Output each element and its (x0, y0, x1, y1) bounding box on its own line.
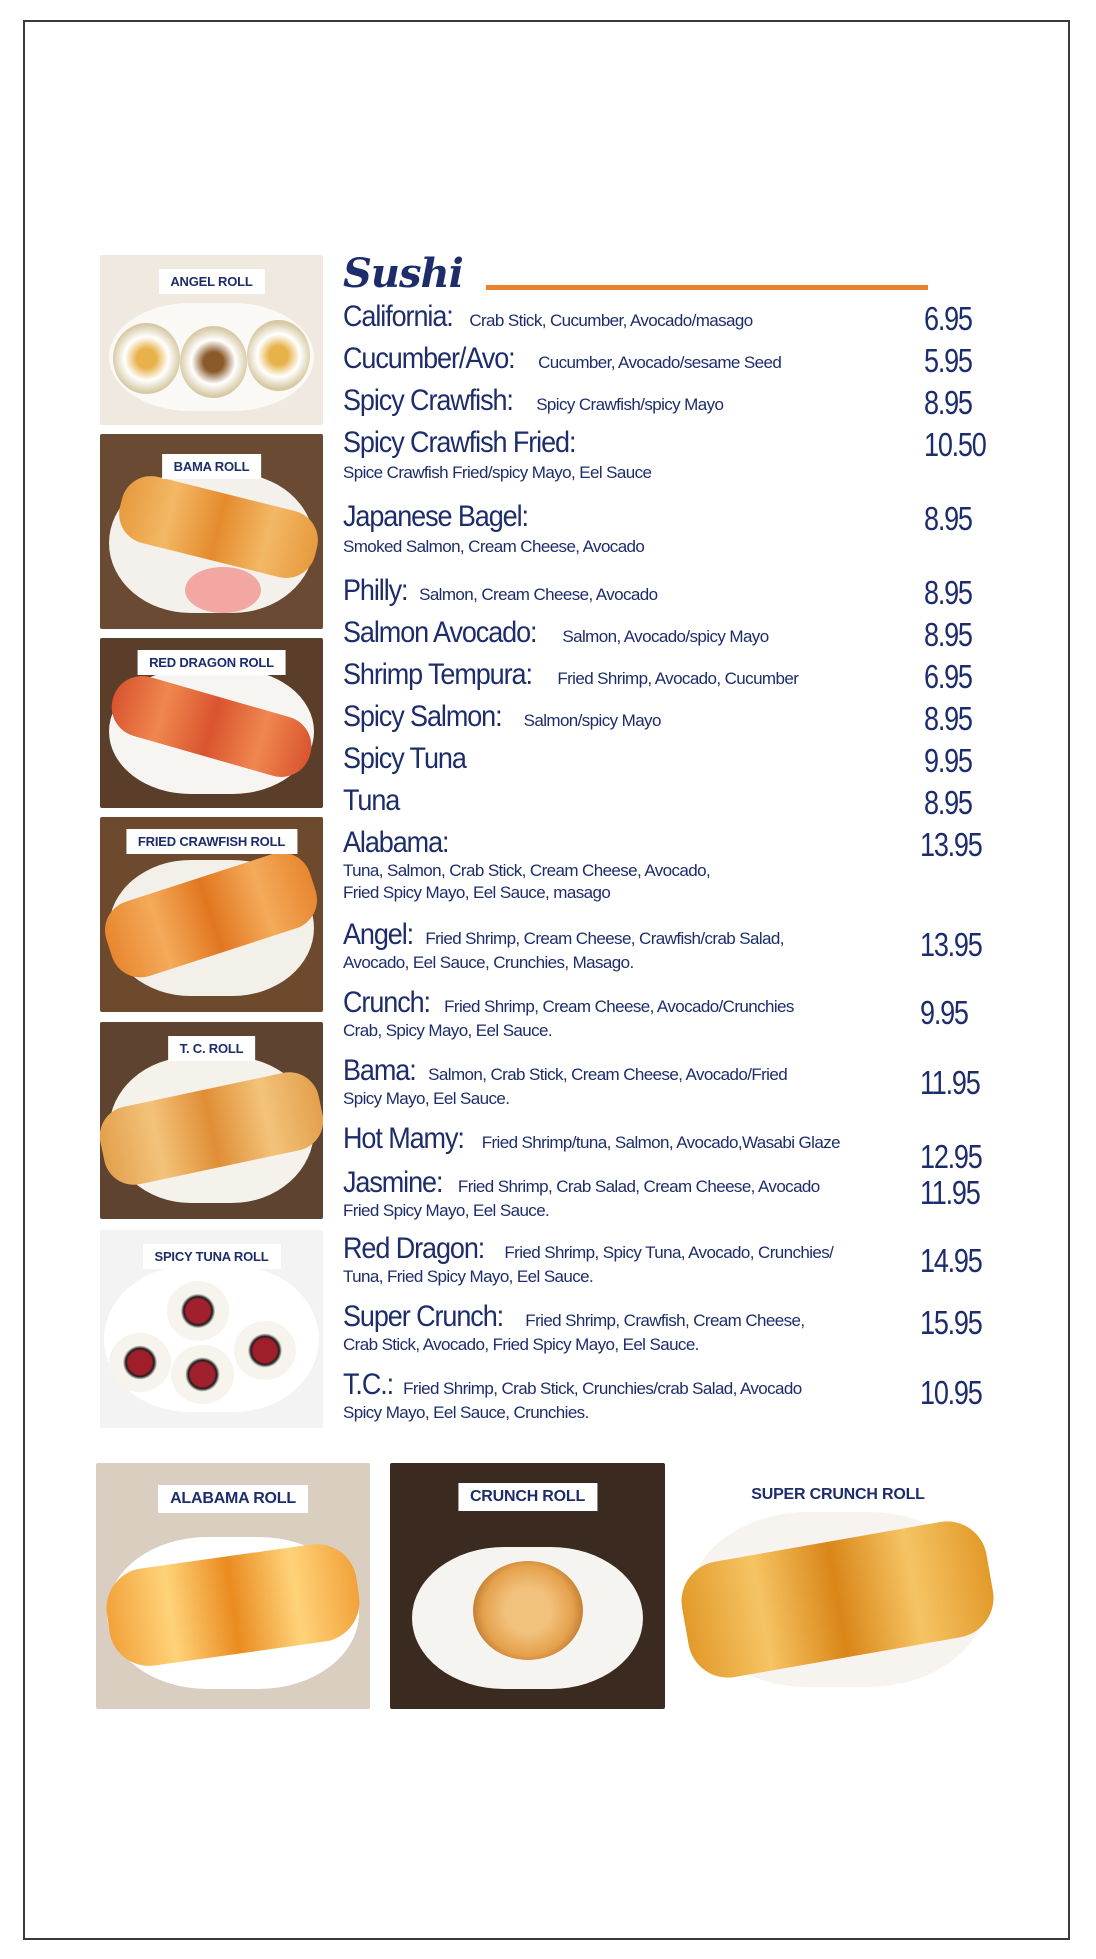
item-name: Shrimp Tempura: (343, 658, 532, 691)
item-name: Philly: (343, 574, 408, 607)
item-price: 8.95 (924, 500, 972, 537)
item-price: 8.95 (924, 384, 972, 421)
photo-red-dragon-roll (100, 638, 323, 808)
item-desc: Spicy Mayo, Eel Sauce, Crunchies. (343, 1403, 589, 1422)
photo-spicy-tuna-roll (100, 1230, 323, 1428)
item-name: Red Dragon: (343, 1232, 485, 1265)
item-desc: Fried Shrimp, Avocado, Cucumber (557, 669, 799, 688)
item-desc: Salmon/spicy Mayo (523, 711, 661, 730)
item-price: 9.95 (920, 994, 968, 1031)
item-price: 5.95 (924, 342, 972, 379)
photo-caption: FRIED CRAWFISH ROLL (126, 829, 297, 854)
item-desc: Spice Crawfish Fried/spicy Mayo, Eel Sauce (343, 463, 652, 482)
menu-item (343, 986, 983, 1042)
title-underline (486, 285, 928, 290)
photo-caption: BAMA ROLL (162, 454, 262, 479)
item-desc: Fried Shrimp/tuna, Salmon, Avocado,Wasabi Glaze (481, 1133, 840, 1152)
item-desc: Tuna, Salmon, Crab Stick, Cream Cheese, Avocado, (343, 861, 711, 880)
photo-caption: RED DRAGON ROLL (137, 650, 286, 675)
menu-item (343, 1368, 983, 1424)
item-desc: Fried Shrimp, Crawfish, Cream Cheese, (525, 1311, 805, 1330)
menu-item (343, 1300, 983, 1356)
menu-item (343, 1122, 983, 1156)
item-desc: Fried Shrimp, Cream Cheese, Avocado/Crunchies (444, 997, 794, 1016)
item-name: Super Crunch: (343, 1300, 504, 1333)
photo-crunch-roll (390, 1463, 665, 1709)
item-name: Spicy Crawfish Fried: (343, 426, 576, 459)
item-desc: Crab Stick, Avocado, Fried Spicy Mayo, Eel Sauce. (343, 1335, 699, 1354)
item-name: Spicy Crawfish: (343, 384, 513, 417)
item-name: Tuna (343, 784, 400, 817)
section-title: Sushi (343, 250, 463, 297)
item-price: 8.95 (924, 784, 972, 821)
item-desc: Fried Shrimp, Spicy Tuna, Avocado, Crunchies/ (504, 1243, 834, 1262)
item-desc: Avocado, Eel Sauce, Crunchies, Masago. (343, 953, 634, 972)
photo-angel-roll (100, 255, 323, 425)
menu-item (343, 500, 983, 558)
menu-item (343, 1232, 983, 1288)
item-price: 8.95 (924, 616, 972, 653)
item-name: Bama: (343, 1054, 416, 1087)
item-price: 14.95 (920, 1242, 982, 1279)
item-price: 12.95 (920, 1138, 982, 1175)
menu-item (343, 700, 983, 734)
photo-bama-roll (100, 434, 323, 629)
item-name: Japanese Bagel: (343, 500, 528, 533)
item-price: 13.95 (920, 926, 982, 963)
item-name: Cucumber/Avo: (343, 342, 515, 375)
item-price: 11.95 (920, 1064, 980, 1101)
item-price: 9.95 (924, 742, 972, 779)
menu-item (343, 574, 983, 608)
item-desc: Smoked Salmon, Cream Cheese, Avocado (343, 537, 645, 556)
photo-caption: SPICY TUNA ROLL (142, 1244, 280, 1269)
item-desc: Fried Spicy Mayo, Eel Sauce. (343, 1201, 550, 1220)
item-name: Spicy Salmon: (343, 700, 502, 733)
item-desc: Salmon, Cream Cheese, Avocado (419, 585, 658, 604)
item-desc: Tuna, Fried Spicy Mayo, Eel Sauce. (343, 1267, 594, 1286)
menu-item (343, 658, 983, 692)
item-name: Hot Mamy: (343, 1122, 464, 1155)
item-desc: Spicy Mayo, Eel Sauce. (343, 1089, 510, 1108)
photo-tc-roll (100, 1022, 323, 1219)
item-price: 10.95 (920, 1374, 982, 1411)
menu-item (343, 1054, 983, 1110)
menu-item (343, 384, 983, 418)
item-desc: Fried Shrimp, Crab Salad, Cream Cheese, Avocado (457, 1177, 820, 1196)
item-desc: Fried Shrimp, Cream Cheese, Crawfish/crab Salad, (425, 929, 784, 948)
menu-item (343, 616, 983, 650)
photo-caption: ANGEL ROLL (158, 269, 264, 294)
item-desc: Crab, Spicy Mayo, Eel Sauce. (343, 1021, 553, 1040)
menu-item (343, 426, 983, 484)
menu-item (343, 918, 983, 974)
item-desc: Fried Spicy Mayo, Eel Sauce, masago (343, 883, 611, 902)
item-price: 6.95 (924, 300, 972, 337)
item-name: T.C.: (343, 1368, 394, 1401)
item-price: 15.95 (920, 1304, 982, 1341)
photo-fried-crawfish-roll (100, 817, 323, 1012)
item-desc: Cucumber, Avocado/sesame Seed (538, 353, 782, 372)
item-name: Jasmine: (343, 1166, 443, 1199)
item-price: 6.95 (924, 658, 972, 695)
item-price: 10.50 (924, 426, 986, 463)
menu-item (343, 342, 983, 376)
photo-super-crunch-roll (677, 1463, 999, 1706)
photo-caption: T. C. ROLL (168, 1036, 256, 1061)
item-name: Angel: (343, 918, 414, 951)
item-desc: Spicy Crawfish/spicy Mayo (536, 395, 724, 414)
photo-caption: CRUNCH ROLL (458, 1483, 597, 1511)
item-name: California: (343, 300, 453, 333)
item-desc: Crab Stick, Cucumber, Avocado/masago (469, 311, 753, 330)
item-name: Crunch: (343, 986, 430, 1019)
item-price: 11.95 (920, 1174, 980, 1211)
item-desc: Fried Shrimp, Crab Stick, Crunchies/crab Salad, Avocado (403, 1379, 802, 1398)
menu-item (343, 300, 983, 334)
item-desc: Salmon, Avocado/spicy Mayo (562, 627, 769, 646)
item-desc: Salmon, Crab Stick, Cream Cheese, Avocado/Fried (428, 1065, 788, 1084)
menu-item (343, 784, 983, 818)
item-price: 13.95 (920, 826, 982, 863)
item-name: Salmon Avocado: (343, 616, 537, 649)
item-price: 8.95 (924, 700, 972, 737)
item-price: 8.95 (924, 574, 972, 611)
menu-item (343, 826, 983, 904)
item-name: Spicy Tuna (343, 742, 466, 775)
menu-item (343, 1166, 983, 1222)
photo-alabama-roll (96, 1463, 370, 1709)
item-name: Alabama: (343, 826, 449, 859)
photo-caption: SUPER CRUNCH ROLL (739, 1481, 937, 1509)
menu-item (343, 742, 983, 776)
photo-caption: ALABAMA ROLL (158, 1485, 308, 1513)
